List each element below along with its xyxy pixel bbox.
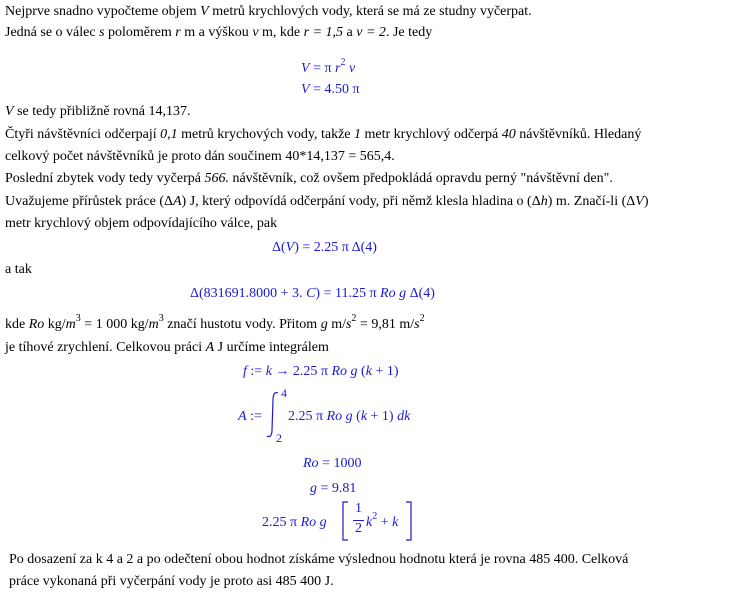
paragraph-visitors: Čtyři návštěvníci odčerpají 0,1 metrů krychových vody, takže 1 metr krychlový odčerpá 40 návštěvníků. Hledaný bbox=[5, 127, 642, 142]
equation-integral: A := 4 2 2.25 π Ro g (k + 1) dk bbox=[238, 386, 411, 445]
paragraph-density: kde Ro $kg/m^3 = 1$ 000 $kg/m^3$ značí hustotu vody. Přitom g $m/s^2 = 9,81$ $m/s^2$ bbox=[5, 313, 425, 332]
paragraph-gravity: je tíhové zrychlení. Celkovou práci A J určíme integrálem bbox=[5, 340, 329, 355]
left-bracket-icon bbox=[342, 501, 350, 541]
equation-volume-formula: V = π $r^2$ v bbox=[301, 57, 356, 76]
equation-delta-work: Δ(831691.8000 + 3. C) = 11.25 π Ro g Δ(4) bbox=[190, 286, 435, 301]
paragraph-result: Po dosazení za k 4 a 2 a po odečtení obou hodnot získáme výslednou hodnotu která je rovna 485 400. Celková bbox=[9, 552, 629, 567]
right-bracket-icon bbox=[404, 501, 412, 541]
equation-delta-volume: Δ(V) = 2.25 π Δ(4) bbox=[272, 240, 377, 255]
paragraph-volume-approx: V se tedy přibližně rovná 14,137. bbox=[5, 104, 191, 119]
paragraph-volume-increment: metr krychlový objem odpovídajícího válce, pak bbox=[5, 216, 278, 231]
equation-gravity-value: g = 9.81 bbox=[310, 481, 357, 496]
paragraph-intro: Nejprve snadno vypočteme objem V metrů krychlových vody, která se má ze studny vyčerpat. bbox=[5, 4, 532, 19]
paragraph-work-increment: Uvažujeme přírůstek práce (ΔA) J, který odpovídá odčerpání vody, při němž klesla hladina o (Δh) m. Značí-li (ΔV) bbox=[5, 194, 649, 209]
equation-function-definition: f := k → 2.25 π Ro g (k + 1) bbox=[243, 364, 399, 379]
paragraph-last-visitor: Poslední zbytek vody tedy vyčerpá 566. návštěvník, což ovšem předpokládá opravdu perný "návštěvní den". bbox=[5, 171, 613, 186]
paragraph-visitor-total: celkový počet návštěvníků je proto dán součinem 40*14,137 = 565,4. bbox=[5, 149, 395, 164]
paragraph-conclusion: práce vykonaná při vyčerpání vody je proto asi 485 400 J. bbox=[9, 574, 334, 589]
equation-antiderivative: 2.25 π Ro g 1 2 $k^2 + k$ bbox=[262, 500, 422, 544]
equation-volume-value: V = 4.50 π bbox=[301, 82, 360, 97]
paragraph-cylinder: Jedná se o válec s poloměrem r m a výškou v m, kde r = 1,5 a v = 2. Je tedy bbox=[5, 25, 433, 40]
equation-density-value: Ro = 1000 bbox=[303, 456, 362, 471]
paragraph-and-so: a tak bbox=[5, 262, 32, 277]
